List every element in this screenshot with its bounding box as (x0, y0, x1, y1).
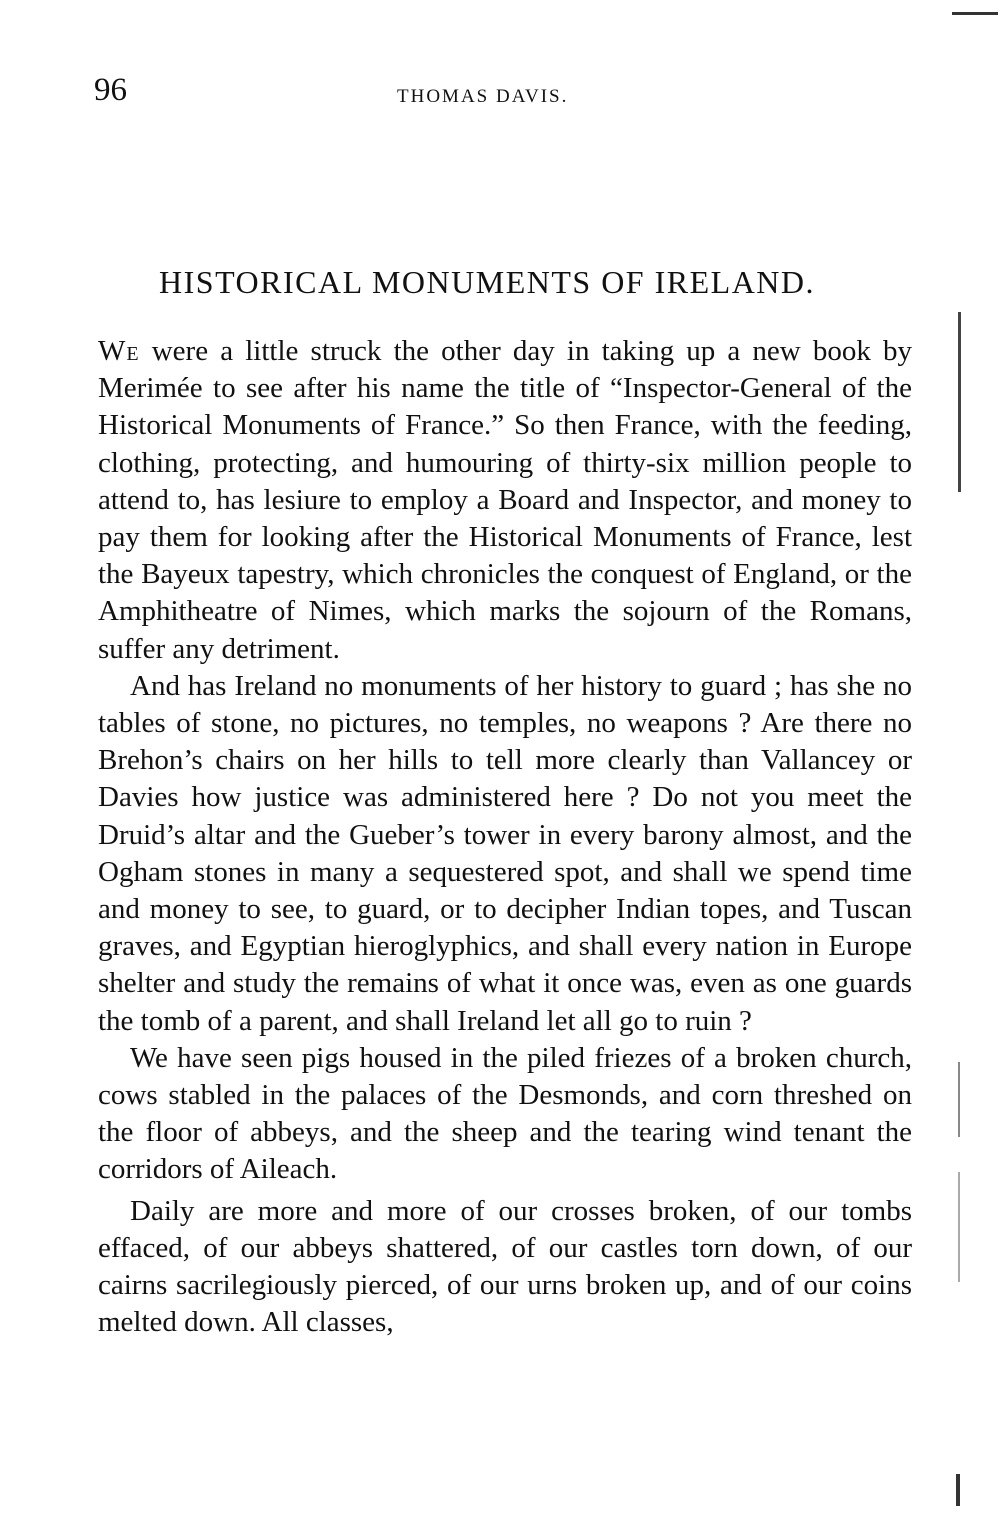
scan-artifact-bottom (956, 1474, 960, 1506)
scan-artifact-margin-2 (958, 1062, 960, 1137)
running-head: THOMAS DAVIS. (397, 86, 569, 107)
scan-artifact-margin-3 (958, 1172, 960, 1282)
paragraph-1-text: were a little struck the other day in taking up a new book by Merimée to see after his name the title of “Inspector-General of the Historical Monuments of France.” So then France, with the feeding, clothing, protecting, and humouring of thirty-six million people to attend to, has lesiure to employ a Board and Inspector, and money to pay them for looking after the Historical Monuments of France, lest the Bayeux tapestry, which chronicles the conquest of England, or the Amphitheatre of Nimes, which marks the sojourn of the Romans, suffer any detriment. (98, 335, 912, 665)
page-number: 96 (94, 72, 127, 108)
scan-artifact-top (952, 12, 998, 15)
paragraph-4: Daily are more and more of our crosses broken, of our tombs effaced, of our abbeys shattered, of our castles torn down, of our cairns sacrilegiously pierced, of our urns broken up, and of our coins melted down. All classes, (98, 1194, 912, 1339)
drop-word: We (98, 335, 140, 367)
article-title: HISTORICAL MONUMENTS OF IRELAND. (159, 264, 816, 300)
paragraph-3: We have seen pigs housed in the piled friezes of a broken church, cows stabled in the palaces of the Desmonds, and corn threshed on the floor of abbeys, and the sheep and the tearing wind tenant the corridors of Aileach. (98, 1041, 912, 1186)
article-body (98, 333, 912, 1341)
scan-artifact-margin-1 (958, 312, 961, 492)
paragraph-1 (98, 333, 912, 668)
paragraph-2: And has Ireland no monuments of her history to guard ; has she no tables of stone, no pictures, no temples, no weapons ? Are there no Brehon’s chairs on her hills to tell more clearly than Vallancey or Davies how justice was administered here ? Do not you meet the Druid’s altar and the Gueber’s tower in every barony almost, and the Ogham stones in many a sequestered spot, and shall we spend time and money to see, to guard, or to decipher Indian topes, and Tuscan graves, and Egyptian hieroglyphics, and shall every nation in Europe shelter and study the remains of what it once was, even as one guards the tomb of a parent, and shall Ireland let all go to ruin ? (98, 669, 912, 1037)
